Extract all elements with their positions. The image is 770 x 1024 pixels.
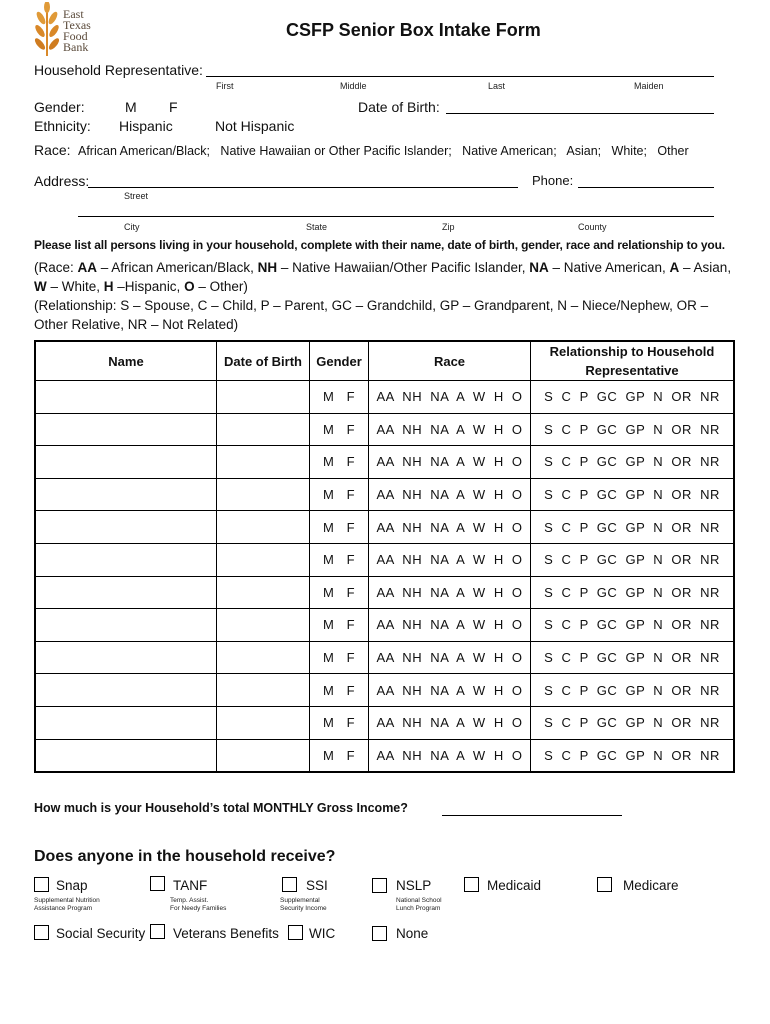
relationship-options-cell[interactable]: S C P GC GP N OR NR <box>531 609 735 642</box>
snap-label: Snap <box>56 878 88 893</box>
race-legend-open: (Race: <box>34 260 78 275</box>
gender-options-cell[interactable]: M F <box>310 674 369 707</box>
race-options-cell[interactable]: AA NH NA A W H O <box>369 576 531 609</box>
table-row <box>35 674 734 707</box>
dob-cell[interactable] <box>217 413 310 446</box>
city-sub-label: City <box>124 222 140 232</box>
ssi-sub-line: Security Income <box>280 905 327 912</box>
gender-option-m[interactable]: M <box>125 99 137 115</box>
gender-options-cell[interactable]: M F <box>310 739 369 772</box>
name-cell[interactable] <box>35 609 217 642</box>
dob-cell[interactable] <box>217 478 310 511</box>
race-options-cell[interactable]: AA NH NA A W H O <box>369 446 531 479</box>
legend-code-h: H <box>103 279 114 294</box>
relationship-options-cell[interactable]: S C P GC GP N OR NR <box>531 739 735 772</box>
logo-line: East <box>63 7 84 21</box>
household-rep-field[interactable] <box>206 76 714 77</box>
street-sub-label: Street <box>124 191 149 201</box>
income-field[interactable] <box>442 815 622 816</box>
col-header-relationship: Relationship to Household Representative <box>531 341 735 381</box>
table-row <box>35 576 734 609</box>
legend-text-w: – White, <box>46 279 104 294</box>
legend-code-aa: AA <box>77 260 98 275</box>
gender-options-cell[interactable]: M F <box>310 511 369 544</box>
medicare-checkbox[interactable] <box>597 877 612 892</box>
col-header-race: Race <box>369 341 531 381</box>
name-cell[interactable] <box>35 576 217 609</box>
gender-options-cell[interactable]: M F <box>310 543 369 576</box>
col-header-dob: Date of Birth <box>217 341 310 381</box>
legend-code-a: A <box>669 260 680 275</box>
first-sub-label: First <box>216 81 234 91</box>
race-options-cell[interactable]: AA NH NA A W H O <box>369 381 531 414</box>
snap-sub-label <box>34 897 100 913</box>
dob-cell[interactable] <box>217 511 310 544</box>
gender-options-cell[interactable]: M F <box>310 381 369 414</box>
dob-cell[interactable] <box>217 576 310 609</box>
address-label: Address: <box>34 173 90 189</box>
page-title: CSFP Senior Box Intake Form <box>286 20 541 40</box>
name-cell[interactable] <box>35 739 217 772</box>
gender-options-cell[interactable]: M F <box>310 478 369 511</box>
phone-label: Phone: <box>532 173 574 188</box>
race-options-cell[interactable]: AA NH NA A W H O <box>369 543 531 576</box>
gender-option-f[interactable]: F <box>169 99 178 115</box>
street-field[interactable] <box>88 187 518 188</box>
race-options-cell[interactable]: AA NH NA A W H O <box>369 706 531 739</box>
table-row <box>35 641 734 674</box>
none-checkbox[interactable] <box>372 926 387 941</box>
legend-code-o: O <box>184 279 195 294</box>
zip-sub-label: Zip <box>442 222 455 232</box>
dob-cell[interactable] <box>217 609 310 642</box>
table-row <box>35 381 734 414</box>
legend-text-o: – Other) <box>194 279 248 294</box>
name-cell[interactable] <box>35 478 217 511</box>
name-cell[interactable] <box>35 511 217 544</box>
ssi-sub-line: Supplemental <box>280 897 320 904</box>
relationship-options-cell[interactable]: S C P GC GP N OR NR <box>531 446 735 479</box>
race-options-cell[interactable]: AA NH NA A W H O <box>369 609 531 642</box>
legend-text-h: –Hispanic, <box>113 279 185 294</box>
county-sub-label: County <box>578 222 607 232</box>
relationship-options-cell[interactable]: S C P GC GP N OR NR <box>531 413 735 446</box>
table-row <box>35 543 734 576</box>
snap-sub-line: Assistance Program <box>34 905 93 912</box>
ethnicity-option-not-hispanic[interactable]: Not Hispanic <box>215 118 295 134</box>
tanf-sub-label <box>170 897 226 913</box>
dob-cell[interactable] <box>217 381 310 414</box>
benefits-heading: Does anyone in the household receive? <box>34 848 336 865</box>
logo-line: Bank <box>63 40 89 54</box>
relationship-options-cell[interactable]: S C P GC GP N OR NR <box>531 706 735 739</box>
name-cell[interactable] <box>35 674 217 707</box>
wic-checkbox[interactable] <box>288 925 303 940</box>
dob-cell[interactable] <box>217 706 310 739</box>
medicaid-label: Medicaid <box>487 878 542 893</box>
nslp-sub-label <box>396 897 442 913</box>
medicare-label: Medicare <box>623 878 679 893</box>
table-row <box>35 511 734 544</box>
relationship-options-cell[interactable]: S C P GC GP N OR NR <box>531 511 735 544</box>
nslp-label: NSLP <box>396 878 432 893</box>
dob-cell[interactable] <box>217 674 310 707</box>
table-row <box>35 413 734 446</box>
ethnicity-label: Ethnicity: <box>34 118 91 134</box>
col-header-name: Name <box>35 341 217 381</box>
gender-options-cell[interactable]: M F <box>310 576 369 609</box>
ssi-sub-label <box>280 897 327 913</box>
dob-cell[interactable] <box>217 739 310 772</box>
race-options-cell[interactable]: AA NH NA A W H O <box>369 511 531 544</box>
col-header-gender: Gender <box>310 341 369 381</box>
logo <box>34 2 104 56</box>
legend-code-w: W <box>34 279 47 294</box>
name-cell[interactable] <box>35 706 217 739</box>
middle-sub-label: Middle <box>340 81 367 91</box>
relationship-legend-line1: (Relationship: S – Spouse, C – Child, P – Parent, GC – Grandchild, GP – Grandparent, N – Niece/Nephew, OR – <box>34 298 709 313</box>
legend-code-nh: NH <box>257 260 278 275</box>
name-cell[interactable] <box>35 413 217 446</box>
social-security-label: Social Security <box>56 926 146 941</box>
legend-text-na: – Native American, <box>548 260 670 275</box>
veterans-benefits-checkbox[interactable] <box>150 924 165 939</box>
race-options-cell[interactable]: AA NH NA A W H O <box>369 413 531 446</box>
legend-code-na: NA <box>529 260 549 275</box>
table-header-row <box>35 341 734 381</box>
logo-line: Food <box>63 29 88 43</box>
dob-cell[interactable] <box>217 641 310 674</box>
gender-options-cell[interactable]: M F <box>310 413 369 446</box>
dob-label: Date of Birth: <box>358 99 440 115</box>
table-row <box>35 739 734 772</box>
race-options-cell[interactable]: AA NH NA A W H O <box>369 641 531 674</box>
household-members-table <box>34 340 735 773</box>
tanf-sub-line: Temp. Assist. <box>170 897 209 904</box>
none-label: None <box>396 926 429 941</box>
ssi-label: SSI <box>306 878 328 893</box>
legend-text-aa: – African American/Black, <box>97 260 258 275</box>
relationship-legend-line2: Other Relative, NR – Not Related) <box>34 317 239 332</box>
race-options-cell[interactable]: AA NH NA A W H O <box>369 478 531 511</box>
gender-label: Gender: <box>34 99 85 115</box>
name-cell[interactable] <box>35 446 217 479</box>
table-body <box>35 381 734 773</box>
name-cell[interactable] <box>35 641 217 674</box>
phone-field[interactable] <box>578 187 714 188</box>
race-label: Race: <box>34 142 71 158</box>
logo-line: Texas <box>63 18 91 32</box>
wic-label: WIC <box>309 926 336 941</box>
tanf-label: TANF <box>173 878 208 893</box>
gender-options-cell[interactable]: M F <box>310 609 369 642</box>
dob-cell[interactable] <box>217 446 310 479</box>
race-options-cell[interactable]: AA NH NA A W H O <box>369 674 531 707</box>
legend-text-a: – Asian, <box>679 260 732 275</box>
ssi-checkbox[interactable] <box>282 877 297 892</box>
nslp-sub-line: Lunch Program <box>396 905 441 912</box>
dob-cell[interactable] <box>217 543 310 576</box>
table-row <box>35 446 734 479</box>
ethnicity-option-hispanic[interactable]: Hispanic <box>119 118 173 134</box>
veterans-benefits-label: Veterans Benefits <box>173 926 279 941</box>
code-legend <box>34 258 754 334</box>
medicaid-checkbox[interactable] <box>464 877 479 892</box>
snap-checkbox[interactable] <box>34 877 49 892</box>
maiden-sub-label: Maiden <box>634 81 664 91</box>
gender-options-cell[interactable]: M F <box>310 641 369 674</box>
tanf-sub-line: For Needy Families <box>170 905 227 912</box>
race-options[interactable]: African American/Black; Native Hawaiian or Other Pacific Islander; Native American; Asian; White; Other <box>78 144 689 158</box>
name-cell[interactable] <box>35 381 217 414</box>
race-options-cell[interactable]: AA NH NA A W H O <box>369 739 531 772</box>
tanf-checkbox[interactable] <box>150 876 165 891</box>
state-sub-label: State <box>306 222 328 232</box>
city-state-zip-field[interactable] <box>78 216 714 217</box>
gender-options-cell[interactable]: M F <box>310 446 369 479</box>
social-security-checkbox[interactable] <box>34 925 49 940</box>
household-instructions: Please list all persons living in your household, complete with their name, date of birth, gender, race and relationship to you. <box>34 238 725 252</box>
table-row <box>35 609 734 642</box>
household-rep-label: Household Representative: <box>34 62 203 78</box>
relationship-options-cell[interactable]: S C P GC GP N OR NR <box>531 478 735 511</box>
income-question: How much is your Household’s total MONTHLY Gross Income? <box>34 801 408 815</box>
relationship-options-cell[interactable]: S C P GC GP N OR NR <box>531 576 735 609</box>
table-row <box>35 706 734 739</box>
name-cell[interactable] <box>35 543 217 576</box>
relationship-options-cell[interactable]: S C P GC GP N OR NR <box>531 543 735 576</box>
relationship-options-cell[interactable]: S C P GC GP N OR NR <box>531 641 735 674</box>
legend-text-nh: – Native Hawaiian/Other Pacific Islander, <box>277 260 530 275</box>
relationship-options-cell[interactable]: S C P GC GP N OR NR <box>531 674 735 707</box>
nslp-checkbox[interactable] <box>372 878 387 893</box>
relationship-options-cell[interactable]: S C P GC GP N OR NR <box>531 381 735 414</box>
last-sub-label: Last <box>488 81 506 91</box>
snap-sub-line: Supplemental Nutrition <box>34 897 100 904</box>
table-row <box>35 478 734 511</box>
wheat-icon <box>34 2 60 56</box>
nslp-sub-line: National School <box>396 897 442 904</box>
dob-field[interactable] <box>446 113 714 114</box>
gender-options-cell[interactable]: M F <box>310 706 369 739</box>
